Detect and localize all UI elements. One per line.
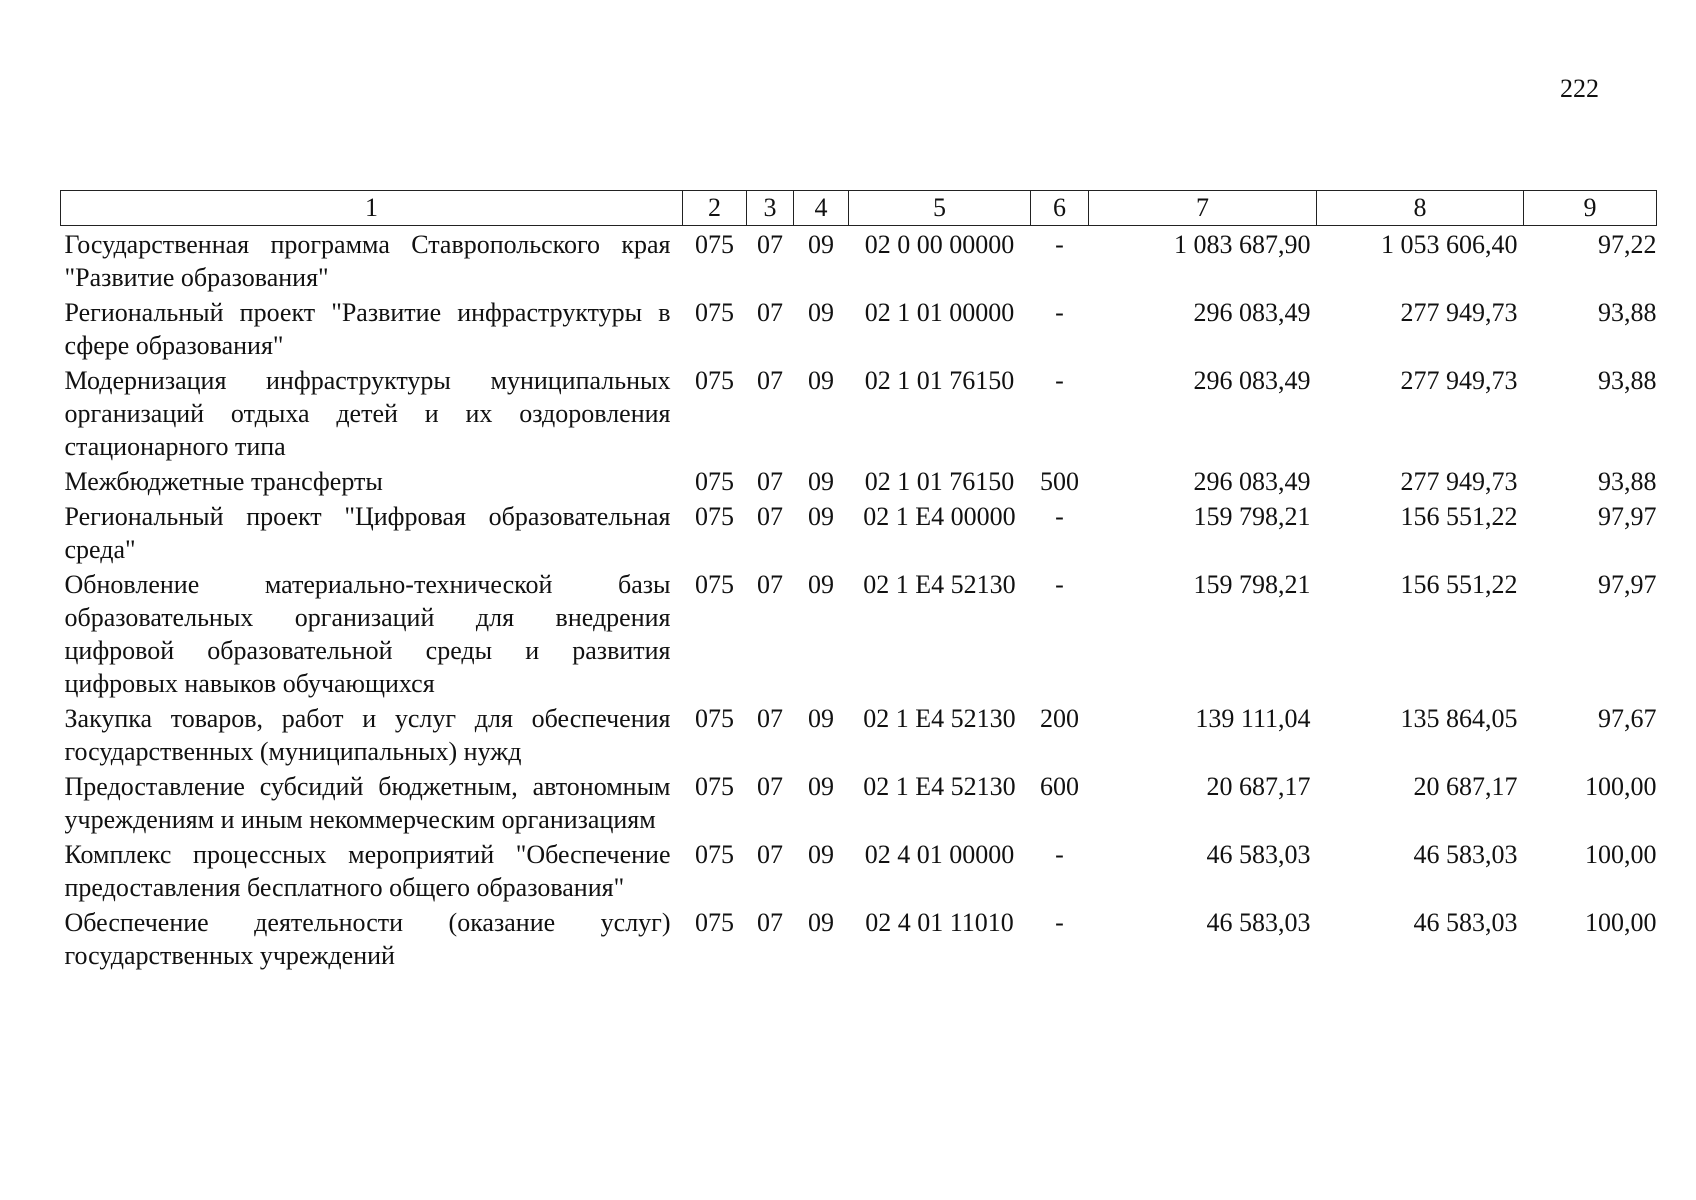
actual-amount-cell: 46 583,03	[1413, 840, 1518, 869]
section-code-cell: 07	[757, 502, 783, 531]
actual-amount-cell: 156 551,22	[1400, 570, 1518, 599]
page-number: 222	[1560, 74, 1599, 103]
table-row	[61, 498, 1657, 566]
expense-type-cell: 200	[1040, 704, 1079, 733]
section-code-cell: 07	[757, 366, 783, 395]
column-header: 3	[747, 191, 794, 226]
actual-amount-cell: 277 949,73	[1400, 298, 1518, 327]
row-name-cell: Государственная программа Ставропольского края "Развитие образования"	[64, 230, 671, 292]
subsection-code-cell: 09	[808, 230, 834, 259]
target-article-cell: 02 4 01 11010	[865, 908, 1014, 937]
row-name-cell: Закупка товаров, работ и услуг для обеспечения государственных (муниципальных) нужд	[64, 704, 671, 766]
row-name-cell: Обновление материально-технической базы образовательных организаций для внедрения цифровой образовательной среды и развития цифровых навыков обучающихся	[64, 570, 671, 698]
row-name-cell: Региональный проект "Развитие инфраструктуры в сфере образования"	[64, 298, 671, 360]
table-body	[61, 226, 1657, 973]
target-article-cell: 02 1 01 76150	[864, 467, 1015, 496]
table-row	[61, 836, 1657, 904]
target-article-cell: 02 1 E4 52130	[863, 772, 1016, 801]
column-header: 1	[61, 191, 683, 226]
column-header: 9	[1524, 191, 1657, 226]
subsection-code-cell: 09	[808, 298, 834, 327]
target-article-cell: 02 1 E4 52130	[863, 570, 1016, 599]
ved-code-cell: 075	[695, 366, 734, 395]
percent-cell: 97,22	[1598, 230, 1657, 259]
ved-code-cell: 075	[695, 704, 734, 733]
table-row	[61, 904, 1657, 972]
planned-amount-cell: 296 083,49	[1193, 467, 1311, 496]
column-header: 4	[794, 191, 849, 226]
actual-amount-cell: 1 053 606,40	[1381, 230, 1518, 259]
percent-cell: 93,88	[1598, 467, 1657, 496]
actual-amount-cell: 156 551,22	[1400, 502, 1518, 531]
planned-amount-cell: 159 798,21	[1193, 502, 1311, 531]
target-article-cell: 02 1 01 00000	[864, 298, 1015, 327]
planned-amount-cell: 46 583,03	[1206, 840, 1311, 869]
expense-type-cell: 500	[1040, 467, 1079, 496]
expense-type-cell: -	[1055, 908, 1064, 937]
row-name-cell: Межбюджетные трансферты	[64, 467, 383, 496]
actual-amount-cell: 277 949,73	[1400, 467, 1518, 496]
table-header	[61, 191, 1657, 226]
target-article-cell: 02 1 E4 00000	[863, 502, 1016, 531]
column-header: 5	[849, 191, 1031, 226]
target-article-cell: 02 1 01 76150	[864, 366, 1015, 395]
subsection-code-cell: 09	[808, 772, 834, 801]
section-code-cell: 07	[757, 704, 783, 733]
subsection-code-cell: 09	[808, 840, 834, 869]
subsection-code-cell: 09	[808, 704, 834, 733]
column-header: 8	[1317, 191, 1524, 226]
actual-amount-cell: 277 949,73	[1400, 366, 1518, 395]
planned-amount-cell: 1 083 687,90	[1174, 230, 1311, 259]
section-code-cell: 07	[757, 298, 783, 327]
planned-amount-cell: 159 798,21	[1193, 570, 1311, 599]
subsection-code-cell: 09	[808, 502, 834, 531]
column-header: 7	[1089, 191, 1317, 226]
section-code-cell: 07	[757, 230, 783, 259]
table-row	[61, 226, 1657, 295]
actual-amount-cell: 20 687,17	[1413, 772, 1518, 801]
ved-code-cell: 075	[695, 467, 734, 496]
section-code-cell: 07	[757, 772, 783, 801]
expense-type-cell: -	[1055, 502, 1064, 531]
table-row	[61, 768, 1657, 836]
planned-amount-cell: 20 687,17	[1206, 772, 1311, 801]
ved-code-cell: 075	[695, 772, 734, 801]
actual-amount-cell: 135 864,05	[1400, 704, 1518, 733]
column-header: 2	[683, 191, 747, 226]
ved-code-cell: 075	[695, 908, 734, 937]
section-code-cell: 07	[757, 908, 783, 937]
expense-type-cell: 600	[1040, 772, 1079, 801]
percent-cell: 97,97	[1598, 502, 1657, 531]
table-row	[61, 362, 1657, 463]
section-code-cell: 07	[757, 840, 783, 869]
subsection-code-cell: 09	[808, 366, 834, 395]
percent-cell: 97,67	[1598, 704, 1657, 733]
actual-amount-cell: 46 583,03	[1413, 908, 1518, 937]
subsection-code-cell: 09	[808, 467, 834, 496]
table-row	[61, 566, 1657, 700]
percent-cell: 93,88	[1598, 366, 1657, 395]
table-row	[61, 463, 1657, 498]
expense-type-cell: -	[1055, 570, 1064, 599]
percent-cell: 100,00	[1585, 840, 1657, 869]
ved-code-cell: 075	[695, 840, 734, 869]
ved-code-cell: 075	[695, 230, 734, 259]
expense-type-cell: -	[1055, 298, 1064, 327]
budget-table	[60, 190, 1657, 972]
planned-amount-cell: 296 083,49	[1193, 366, 1311, 395]
ved-code-cell: 075	[695, 570, 734, 599]
header-row	[61, 191, 1657, 226]
planned-amount-cell: 46 583,03	[1206, 908, 1311, 937]
percent-cell: 97,97	[1598, 570, 1657, 599]
ved-code-cell: 075	[695, 502, 734, 531]
column-header: 6	[1031, 191, 1089, 226]
target-article-cell: 02 4 01 00000	[864, 840, 1015, 869]
section-code-cell: 07	[757, 570, 783, 599]
percent-cell: 93,88	[1598, 298, 1657, 327]
row-name-cell: Модернизация инфраструктуры муниципальных организаций отдыха детей и их оздоровления стационарного типа	[64, 366, 671, 461]
percent-cell: 100,00	[1585, 908, 1657, 937]
planned-amount-cell: 139 111,04	[1195, 704, 1311, 733]
subsection-code-cell: 09	[808, 908, 834, 937]
row-name-cell: Комплекс процессных мероприятий "Обеспечение предоставления бесплатного общего образования"	[64, 840, 671, 902]
subsection-code-cell: 09	[808, 570, 834, 599]
table-row	[61, 700, 1657, 768]
table-row	[61, 294, 1657, 362]
row-name-cell: Предоставление субсидий бюджетным, автономным учреждениям и иным некоммерческим организациям	[64, 772, 671, 834]
expense-type-cell: -	[1055, 840, 1064, 869]
expense-type-cell: -	[1055, 230, 1064, 259]
target-article-cell: 02 1 E4 52130	[863, 704, 1016, 733]
percent-cell: 100,00	[1585, 772, 1657, 801]
ved-code-cell: 075	[695, 298, 734, 327]
expense-type-cell: -	[1055, 366, 1064, 395]
planned-amount-cell: 296 083,49	[1193, 298, 1311, 327]
row-name-cell: Региональный проект "Цифровая образовательная среда"	[64, 502, 671, 564]
target-article-cell: 02 0 00 00000	[864, 230, 1015, 259]
section-code-cell: 07	[757, 467, 783, 496]
row-name-cell: Обеспечение деятельности (оказание услуг) государственных учреждений	[64, 908, 671, 970]
